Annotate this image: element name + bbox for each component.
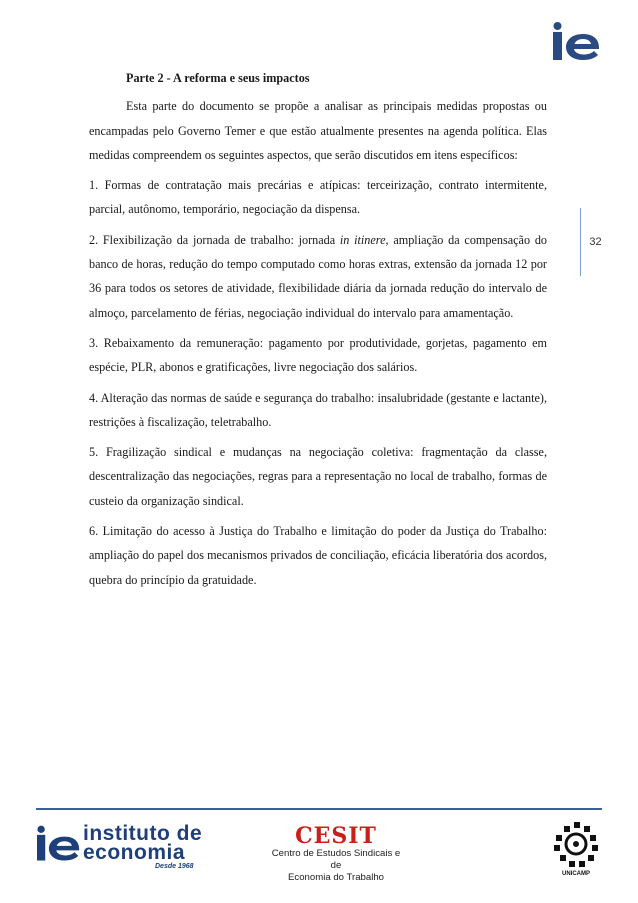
list-item-2-end: , ampliação da compensação do banco de horas, redução do tempo computado como horas extras, extensão da jornada 12 por 36 para todos os setores de atividade, flexibilidade diária da jornada redução do intervalo de almoço, parcelamento de férias, negociação individual do intervalo para amamentação. [89,232,548,320]
ie-name-line1: instituto de [83,822,203,845]
footer-rule [36,808,602,810]
page-number [580,208,610,276]
list-item-4: 4. Alteração das normas de saúde e segurança do trabalho: insalubridade (gestante e lactante), restrições à fiscalização, teletrabalho. [89,390,547,429]
cesit-subtitle-2: Economia do Trabalho [288,872,384,883]
list-item-3: 3. Rebaixamento da remuneração: pagamento por produtividade, gorjetas, pagamento em espécie, PLR, abonos e gratificações, livre negociação dos salários. [89,335,547,375]
unicamp-label: UNICAMP [562,871,590,877]
list-item-2-start: 2. Flexibilização da jornada de trabalho: jornada [89,232,340,247]
list-item-1: 1. Formas de contratação mais precárias e atípicas: terceirização, contrato intermitente, parcial, autônomo, temporário, negociação da dispensa. [89,178,547,217]
page-number-text: 32 [589,236,602,248]
ie-name-line2: economia [83,841,186,864]
document-body [89,66,547,598]
list-item-2-italic: in itinere [339,232,386,247]
unicamp-logo [550,818,602,880]
unicamp-emblem-icon [550,818,602,870]
section-heading: Parte 2 - A reforma e seus impactos [126,71,310,85]
intro-paragraph: Esta parte do documento se propõe a analisar as principais medidas propostas ou encampadas pelo Governo Temer e que estão atualmente presentes na agenda política. Elas medidas compreendem os seguintes aspectos, que serão discutidos em itens específicos: [89,99,547,162]
ie-since: Desde 1968 [155,863,194,870]
cesit-logo [266,824,406,884]
cesit-name: CESIT [295,823,377,849]
list-item-5: 5. Fragilização sindical e mudanças na negociação coletiva: fragmentação da classe, descentralização das negociações, regras para a representação no local de trabalho, formas de custeio da organização sindical. [89,445,547,508]
cesit-subtitle-1: Centro de Estudos Sindicais e de [271,848,401,871]
ie-logo-icon [553,22,601,62]
list-item-2 [89,228,547,325]
instituto-economia-logo [37,822,237,870]
list-item-6: 6. Limitação do acesso à Justiça do Trabalho e limitação do poder da Justiça do Trabalho: ampliação do papel dos mecanismos privados de conciliação, eficácia liberatória dos acordos, quebra do princípio da gratuidade. [89,524,547,587]
ie-footer-icon [37,824,81,864]
